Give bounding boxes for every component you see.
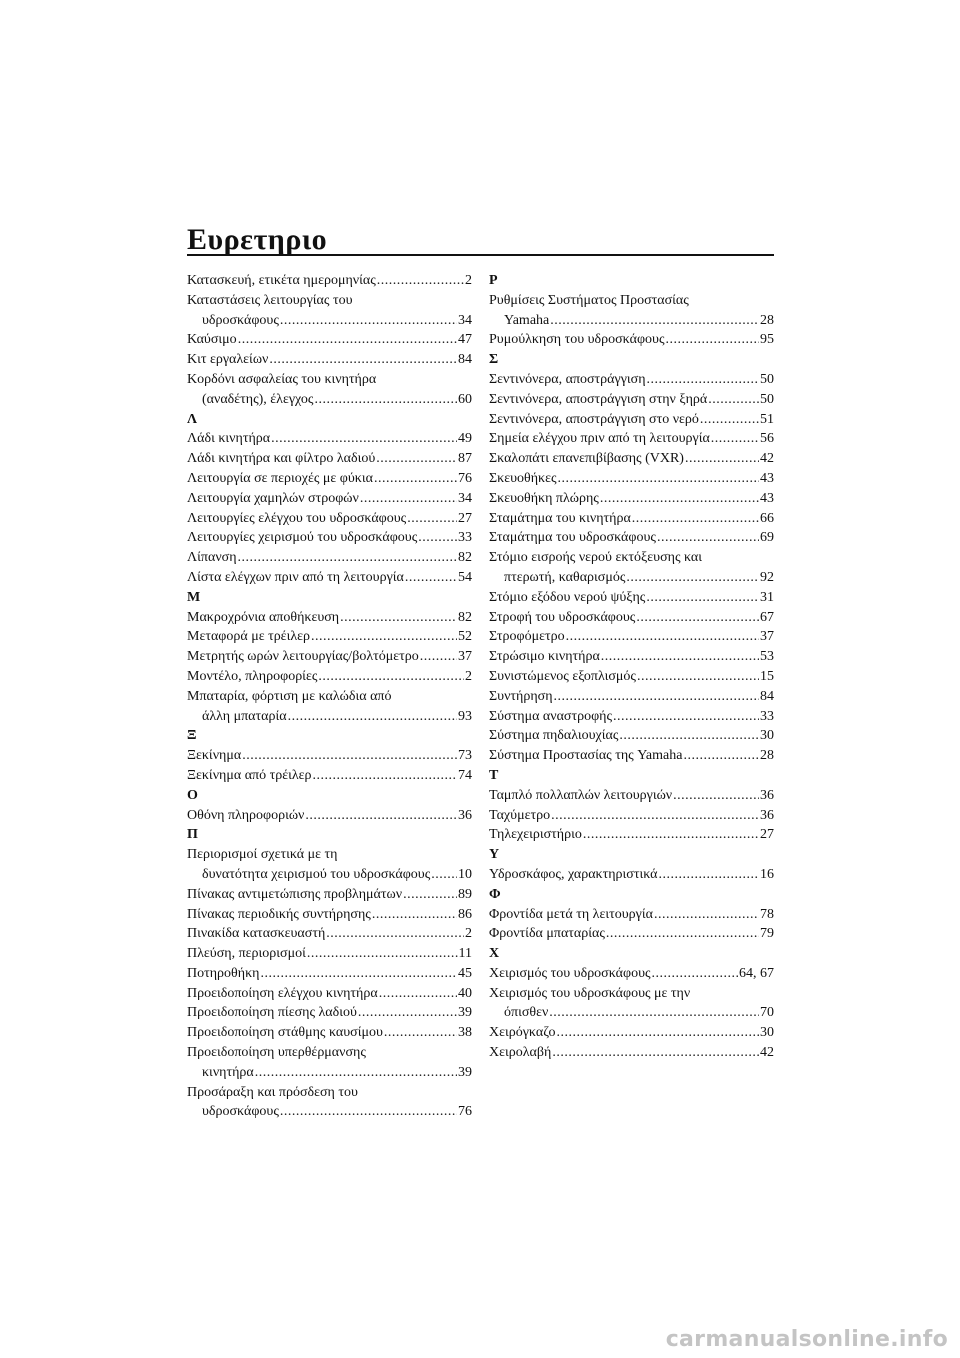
- page-number: 40: [458, 985, 472, 1001]
- index-entry-text: Λάδι κινητήρα και φίλτρο λαδιού: [187, 451, 376, 467]
- page-number: 39: [458, 1005, 472, 1021]
- index-entry-text: Καταστάσεις λειτουργίας του: [187, 292, 353, 308]
- index-entry: [489, 509, 774, 529]
- dot-leader: [407, 509, 457, 529]
- page-number: 86: [458, 906, 472, 922]
- index-entry: [187, 429, 472, 449]
- index-entry-text: Σκευοθήκες: [489, 470, 557, 486]
- page-number: 84: [458, 352, 472, 368]
- page-number: 84: [760, 688, 774, 704]
- index-entry-text: Λίστα ελέγχων πριν από τη λειτουργία: [187, 569, 404, 585]
- page-number: 39: [458, 1064, 472, 1080]
- index-entry-text: Σκαλοπάτι επανεπιβίβασης (VXR): [489, 451, 684, 467]
- page-number: 45: [458, 965, 472, 981]
- dot-leader: [549, 1003, 759, 1023]
- index-letter-heading: Υ: [489, 847, 500, 863]
- index-entry-text: Λειτουργίες ελέγχου του υδροσκάφους: [187, 510, 407, 526]
- index-entry: [489, 489, 774, 509]
- page-number: 36: [458, 807, 472, 823]
- index-entry-continuation: [187, 311, 472, 331]
- index-entry: [187, 271, 472, 291]
- page-number: 43: [760, 470, 774, 486]
- dot-leader: [550, 311, 759, 331]
- page-number: 47: [458, 332, 472, 348]
- page-number: 82: [458, 609, 472, 625]
- index-entry: [489, 608, 774, 628]
- dot-leader: [551, 806, 759, 826]
- index-entry-text: Κορδόνι ασφαλείας του κινητήρα: [187, 371, 377, 387]
- index-entry-text: Μακροχρόνια αποθήκευση: [187, 609, 340, 625]
- index-entry: [489, 291, 774, 311]
- index-letter-heading: Μ: [187, 589, 201, 605]
- dot-leader: [552, 1043, 759, 1063]
- dot-leader: [654, 905, 759, 925]
- page-number: 2: [465, 273, 472, 288]
- index-entry-text: Μπαταρία, φόρτιση με καλώδια από: [187, 688, 392, 704]
- index-entry: [489, 449, 774, 469]
- dot-leader: [340, 608, 457, 628]
- page-number: 42: [760, 451, 774, 467]
- page-number: 37: [760, 629, 774, 645]
- dot-leader: [566, 627, 759, 647]
- page-number: 70: [760, 1005, 774, 1021]
- index-entry-text: Ταμπλό πολλαπλών λειτουργιών: [489, 787, 673, 803]
- index-entry: [187, 330, 472, 350]
- index-entry: [187, 766, 472, 786]
- index-entry-text: πτερωτή, καθαρισμός: [504, 569, 626, 585]
- page-number: 50: [760, 371, 774, 387]
- dot-leader: [700, 410, 759, 430]
- index-entry: [187, 984, 472, 1004]
- dot-leader: [418, 528, 457, 548]
- index-entry-text: Λάδι κινητήρα: [187, 431, 271, 447]
- page-number: 42: [760, 1045, 774, 1061]
- index-letter-heading: Ο: [187, 787, 198, 803]
- page-number: 2: [465, 668, 472, 684]
- page-number: 67: [760, 609, 774, 625]
- index-entry-text: Συνιστώμενος εξοπλισμός: [489, 668, 636, 684]
- index-letter-heading: Ξ: [187, 728, 197, 744]
- index-entry: [489, 687, 774, 707]
- page-number: 28: [760, 748, 774, 764]
- index-entry-text: κινητήρα: [202, 1064, 254, 1080]
- index-entry: [489, 370, 774, 390]
- index-entry-text: Λειτουργία σε περιοχές με φύκια: [187, 470, 373, 486]
- index-entry: [187, 806, 472, 826]
- index-entry-text: Σταμάτημα του κινητήρα: [489, 510, 631, 526]
- index-entry: [187, 469, 472, 489]
- dot-leader: [384, 1023, 457, 1043]
- dot-leader: [636, 608, 759, 628]
- index-entry: [489, 588, 774, 608]
- page-number: 33: [458, 530, 472, 546]
- index-entry: [187, 291, 472, 311]
- index-letter-heading: Τ: [489, 767, 499, 783]
- index-entry: [187, 687, 472, 707]
- dot-leader: [379, 984, 457, 1004]
- dot-leader: [647, 370, 759, 390]
- dot-leader: [238, 548, 457, 568]
- index-entry: [489, 627, 774, 647]
- dot-leader: [280, 1102, 457, 1122]
- dot-leader: [403, 885, 457, 905]
- page-number: 73: [458, 748, 472, 764]
- index-entry-text: Ποτηροθήκη: [187, 965, 260, 981]
- page-number: 34: [458, 490, 472, 506]
- page-number: 89: [458, 886, 472, 902]
- index-entry: [489, 647, 774, 667]
- index-entry: [187, 964, 472, 984]
- index-entry-text: Τηλεχειριστήριο: [489, 827, 582, 843]
- index-entry: [187, 1083, 472, 1103]
- index-entry: [489, 1043, 774, 1063]
- page-number: 54: [458, 569, 472, 585]
- dot-leader: [646, 588, 759, 608]
- index-entry-text: Συντήρηση: [489, 688, 553, 704]
- index-entry-text: υδροσκάφους: [202, 312, 279, 328]
- dot-leader: [255, 1063, 457, 1083]
- page-number: 15: [760, 668, 774, 684]
- index-entry-text: Πίνακας αντιμετώπισης προβλημάτων: [187, 886, 403, 902]
- dot-leader: [242, 746, 457, 766]
- index-entry-text: Φροντίδα μετά τη λειτουργία: [489, 906, 653, 922]
- dot-leader: [600, 489, 759, 509]
- page-number: 36: [760, 807, 774, 823]
- dot-leader: [238, 330, 457, 350]
- dot-leader: [583, 825, 759, 845]
- page-number: 28: [760, 312, 774, 328]
- index-entry-text: Σύστημα πηδαλιουχίας: [489, 728, 619, 744]
- index-entry-text: Φροντίδα μπαταρίας: [489, 926, 605, 942]
- dot-leader: [683, 746, 759, 766]
- index-entry-text: Σύστημα Προστασίας της Yamaha: [489, 748, 683, 764]
- page-number: 93: [458, 708, 472, 724]
- page-number: 79: [760, 926, 774, 942]
- index-entry: [489, 429, 774, 449]
- index-entry-text: όπισθεν: [504, 1005, 549, 1021]
- index-entry: [489, 707, 774, 727]
- index-entry: [187, 449, 472, 469]
- index-entry-text: Ρυθμίσεις Συστήματος Προστασίας: [489, 292, 689, 308]
- index-entry-text: δυνατότητα χειρισμού του υδροσκάφους: [202, 866, 431, 882]
- dot-leader: [431, 865, 457, 885]
- index-letter-heading: Π: [187, 827, 198, 843]
- index-entry: [489, 984, 774, 1004]
- dot-leader: [606, 924, 759, 944]
- page-number: 43: [760, 490, 774, 506]
- index-entry-text: Στόμιο εισροής νερού εκτόξευσης και: [489, 550, 703, 566]
- dot-leader: [358, 1003, 457, 1023]
- index-entry: [489, 924, 774, 944]
- index-column-right: [489, 271, 774, 1063]
- page-number: 66: [760, 510, 774, 526]
- dot-leader: [659, 865, 760, 885]
- index-entry-text: Μεταφορά με τρέιλερ: [187, 629, 310, 645]
- dot-leader: [376, 449, 457, 469]
- page-number: 16: [760, 866, 774, 882]
- index-entry-text: Χειρόγκαζο: [489, 1025, 556, 1041]
- index-letter-heading: Λ: [187, 411, 198, 427]
- index-letter-heading: Χ: [489, 946, 500, 962]
- page-number: 33: [760, 708, 774, 724]
- index-entry-text: Στροφόμετρο: [489, 629, 565, 645]
- page-number: 2: [465, 926, 472, 942]
- index-entry: [489, 410, 774, 430]
- index-entry-text: Καύσιμο: [187, 332, 237, 348]
- index-entry: [187, 528, 472, 548]
- dot-leader: [377, 271, 464, 291]
- index-entry: [489, 1023, 774, 1043]
- dot-leader: [601, 647, 759, 667]
- dot-leader: [311, 627, 457, 647]
- index-entry-text: Πινακίδα κατασκευαστή: [187, 926, 326, 942]
- index-entry: [187, 885, 472, 905]
- page-number: 64, 67: [739, 965, 774, 981]
- index-entry: [489, 746, 774, 766]
- index-entry-continuation: [187, 1063, 472, 1083]
- index-letter-heading: Ρ: [489, 273, 498, 288]
- index-entry: [187, 509, 472, 529]
- index-entry-text: υδροσκάφους: [202, 1104, 279, 1120]
- index-entry-text: Μοντέλο, πληροφορίες: [187, 668, 318, 684]
- index-entry: [489, 469, 774, 489]
- index-entry-text: Προσάραξη και πρόσδεση του: [187, 1084, 358, 1100]
- index-entry: [187, 627, 472, 647]
- index-entry: [187, 608, 472, 628]
- index-entry: [187, 746, 472, 766]
- page-number: 27: [760, 827, 774, 843]
- index-entry: [187, 944, 472, 964]
- page-number: 10: [458, 866, 472, 882]
- index-entry-text: Σεντινόνερα, αποστράγγιση: [489, 371, 646, 387]
- index-entry-continuation: [489, 568, 774, 588]
- index-entry: [489, 865, 774, 885]
- index-entry: [489, 905, 774, 925]
- page-number: 53: [760, 649, 774, 665]
- page-number: 92: [760, 569, 774, 585]
- index-entry-text: Στόμιο εξόδου νερού ψύξης: [489, 589, 646, 605]
- index-entry: [489, 330, 774, 350]
- page-number: 78: [760, 906, 774, 922]
- dot-leader: [673, 786, 759, 806]
- index-entry: [187, 845, 472, 865]
- title-divider: [187, 254, 774, 256]
- dot-leader: [657, 528, 759, 548]
- page-number: 82: [458, 550, 472, 566]
- watermark-logo: carmanualsonline.info: [665, 1327, 948, 1352]
- dot-leader: [314, 390, 457, 410]
- dot-leader: [269, 350, 457, 370]
- dot-leader: [372, 905, 457, 925]
- page-number: 38: [458, 1025, 472, 1041]
- index-entry: [187, 1003, 472, 1023]
- dot-leader: [632, 509, 759, 529]
- index-entry-text: Προειδοποίηση στάθμης καυσίμου: [187, 1025, 383, 1041]
- index-entry-text: Χειρισμός του υδροσκάφους: [489, 965, 651, 981]
- page-number: 30: [760, 728, 774, 744]
- index-entry-text: Σεντινόνερα, αποστράγγιση στο νερό: [489, 411, 699, 427]
- page-number: 87: [458, 451, 472, 467]
- index-entry-text: Σεντινόνερα, αποστράγγιση στην ξηρά: [489, 391, 708, 407]
- index-entry-text: Πλεύση, περιορισμοί: [187, 946, 306, 962]
- index-entry-text: Σταμάτημα του υδροσκάφους: [489, 530, 656, 546]
- dot-leader: [420, 647, 457, 667]
- index-entry: [187, 548, 472, 568]
- index-entry: [489, 964, 774, 984]
- page-number: 52: [458, 629, 472, 645]
- index-entry-text: Πίνακας περιοδικής συντήρησης: [187, 906, 371, 922]
- page-number: 51: [760, 411, 774, 427]
- index-entry: [187, 924, 472, 944]
- index-entry-text: Υδροσκάφος, χαρακτηριστικά: [489, 866, 658, 882]
- dot-leader: [280, 311, 457, 331]
- index-entry: [489, 390, 774, 410]
- dot-leader: [619, 726, 759, 746]
- index-entry: [187, 370, 472, 390]
- page-number: 27: [458, 510, 472, 526]
- index-entry-text: άλλη μπαταρία: [202, 708, 287, 724]
- index-entry-continuation: [187, 865, 472, 885]
- index-entry: [187, 489, 472, 509]
- dot-leader: [326, 924, 464, 944]
- index-entry: [187, 1023, 472, 1043]
- index-entry: [489, 667, 774, 687]
- index-entry-text: Λειτουργίες χειρισμού του υδροσκάφους: [187, 530, 418, 546]
- index-entry-text: Ξεκίνημα: [187, 748, 242, 764]
- index-entry-text: Σημεία ελέγχου πριν από τη λειτουργία: [489, 431, 710, 447]
- dot-leader: [374, 469, 457, 489]
- dot-leader: [711, 429, 759, 449]
- page-title: Ευρετηριο: [187, 223, 328, 256]
- index-entry-text: Στρώσιμο κινητήρα: [489, 649, 600, 665]
- index-entry-text: Ταχύμετρο: [489, 807, 551, 823]
- index-entry-text: Σύστημα αναστροφής: [489, 708, 613, 724]
- page-number: 69: [760, 530, 774, 546]
- page-number: 56: [760, 431, 774, 447]
- dot-leader: [260, 964, 457, 984]
- dot-leader: [271, 429, 457, 449]
- dot-leader: [554, 687, 759, 707]
- index-entry-text: Περιορισμοί σχετικά με τη: [187, 847, 338, 863]
- index-entry-continuation: [187, 390, 472, 410]
- dot-leader: [708, 390, 759, 410]
- page-number: 49: [458, 431, 472, 447]
- index-entry-text: Ρυμούλκηση του υδροσκάφους: [489, 332, 665, 348]
- dot-leader: [637, 667, 759, 687]
- page-number: 60: [458, 391, 472, 407]
- index-entry-text: Προειδοποίηση υπερθέρμανσης: [187, 1045, 366, 1061]
- index-entry-text: Λειτουργία χαμηλών στροφών: [187, 490, 359, 506]
- index-column-left: [187, 271, 472, 1122]
- index-letter-heading: Φ: [489, 886, 501, 902]
- index-entry-text: Χειρολαβή: [489, 1045, 552, 1061]
- index-entry: [489, 528, 774, 548]
- index-entry-text: Χειρισμός του υδροσκάφους με την: [489, 985, 691, 1001]
- dot-leader: [313, 766, 457, 786]
- index-entry: [489, 726, 774, 746]
- dot-leader: [558, 469, 759, 489]
- index-entry: [489, 806, 774, 826]
- index-entry-continuation: [187, 707, 472, 727]
- index-entry-text: Σκευοθήκη πλώρης: [489, 490, 599, 506]
- index-entry-continuation: [187, 1102, 472, 1122]
- dot-leader: [360, 489, 457, 509]
- page-number: 74: [458, 767, 472, 783]
- index-entry-text: Yamaha: [504, 312, 550, 328]
- page-number: 34: [458, 312, 472, 328]
- index-entry: [187, 568, 472, 588]
- dot-leader: [305, 806, 457, 826]
- page-number: 37: [458, 649, 472, 665]
- page-number: 76: [458, 1104, 472, 1120]
- index-entry: [489, 548, 774, 568]
- dot-leader: [405, 568, 457, 588]
- page-number: 31: [760, 589, 774, 605]
- index-entry-continuation: [489, 311, 774, 331]
- index-entry: [187, 647, 472, 667]
- page-number: 36: [760, 787, 774, 803]
- dot-leader: [613, 707, 759, 727]
- dot-leader: [652, 964, 738, 984]
- index-entry-text: Προειδοποίηση ελέγχου κινητήρα: [187, 985, 378, 1001]
- index-entry-text: Στροφή του υδροσκάφους: [489, 609, 636, 625]
- index-entry-continuation: [489, 1003, 774, 1023]
- index-entry: [187, 350, 472, 370]
- index-entry-text: Οθόνη πληροφοριών: [187, 807, 305, 823]
- index-entry-text: Προειδοποίηση πίεσης λαδιού: [187, 1005, 357, 1021]
- dot-leader: [318, 667, 464, 687]
- index-entry-text: Κιτ εργαλείων: [187, 352, 269, 368]
- page-number: 50: [760, 391, 774, 407]
- index-entry: [187, 1043, 472, 1063]
- index-entry-text: Μετρητής ωρών λειτουργίας/βολτόμετρο: [187, 649, 419, 665]
- index-entry-text: Ξεκίνημα από τρέιλερ: [187, 767, 312, 783]
- index-entry: [187, 905, 472, 925]
- dot-leader: [685, 449, 759, 469]
- dot-leader: [307, 944, 458, 964]
- index-entry: [489, 786, 774, 806]
- dot-leader: [556, 1023, 759, 1043]
- index-letter-heading: Σ: [489, 352, 499, 368]
- dot-leader: [666, 330, 759, 350]
- index-entry: [489, 825, 774, 845]
- page-number: 11: [458, 946, 472, 962]
- page-number: 30: [760, 1025, 774, 1041]
- index-entry-text: Λίπανση: [187, 550, 237, 566]
- page-number: 95: [760, 332, 774, 348]
- index-entry: [187, 667, 472, 687]
- dot-leader: [288, 707, 457, 727]
- dot-leader: [626, 568, 759, 588]
- index-entry-text: (αναδέτης), έλεγχος: [202, 391, 314, 407]
- index-entry-text: Κατασκευή, ετικέτα ημερομηνίας: [187, 273, 376, 288]
- page-number: 76: [458, 470, 472, 486]
